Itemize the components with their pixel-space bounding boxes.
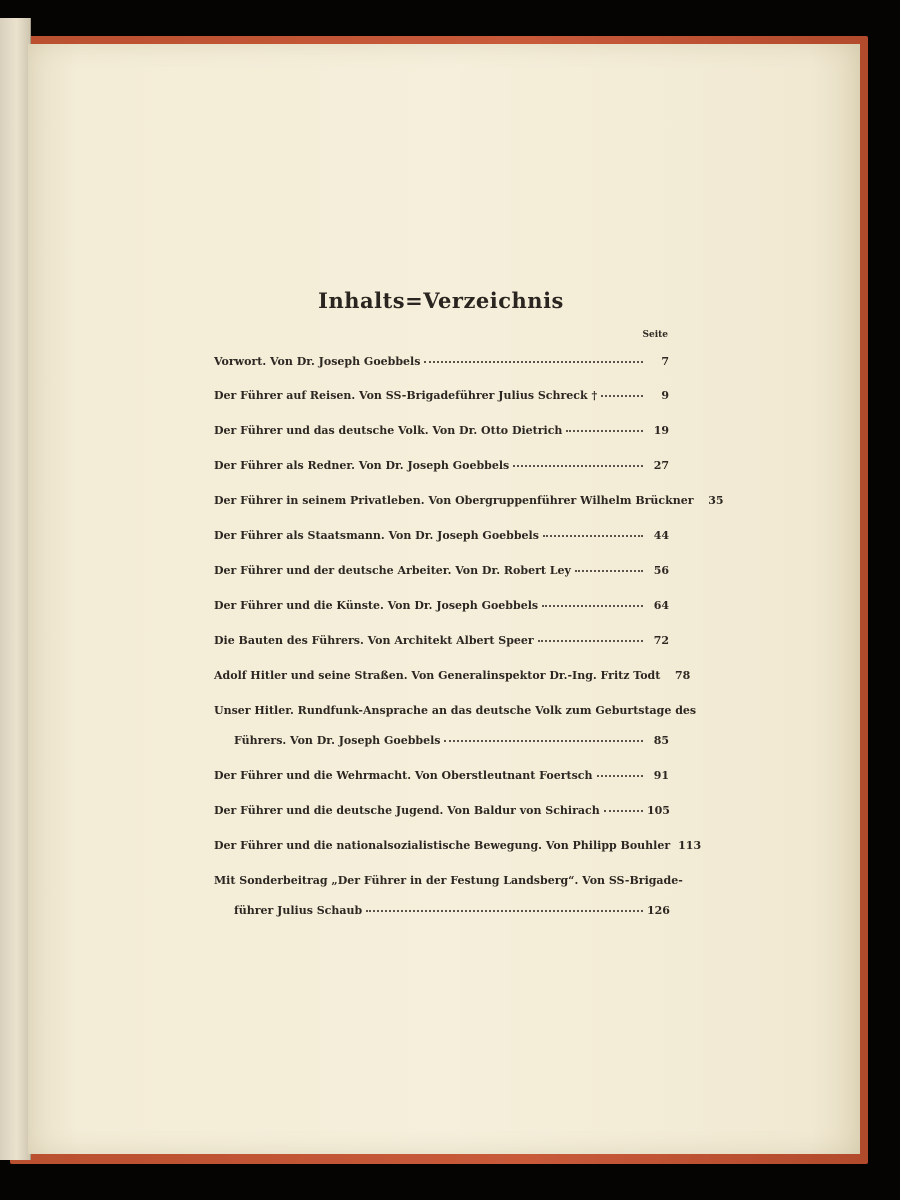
toc-entry-continuation: Führers. Von Dr. Joseph Goebbels (234, 734, 441, 747)
toc-entry-text: Vorwort. Von Dr. Joseph Goebbels (214, 355, 421, 368)
toc-entry (214, 494, 724, 514)
toc-entry-page: 27 (653, 459, 669, 472)
toc-entry-text: Die Bauten des Führers. Von Architekt Albert Speer (214, 634, 534, 647)
toc-entry-text: Mit Sonderbeitrag „Der Führer in der Festung Landsberg“. Von SS-Brigade- (214, 874, 683, 887)
toc-entry (214, 389, 669, 409)
toc-entry-text: Unser Hitler. Rundfunk-Ansprache an das deutsche Volk zum Geburtstage des (214, 704, 697, 717)
toc-entry-text: Der Führer als Staatsmann. Von Dr. Joseph Goebbels (214, 529, 539, 542)
toc-entry (214, 459, 669, 479)
toc-entry-text: Der Führer auf Reisen. Von SS-Brigadeführer Julius Schreck † (214, 389, 598, 402)
toc-leader-dots (542, 605, 643, 607)
toc-entry-page: 78 (675, 669, 691, 682)
toc-entry-line1 (214, 874, 683, 894)
toc-leader-dots (424, 361, 643, 363)
toc-entry-text: Der Führer und die Wehrmacht. Von Oberstleutnant Foertsch (214, 769, 593, 782)
toc-entry-text: Adolf Hitler und seine Straßen. Von Generalinspektor Dr.-Ing. Fritz Todt (214, 669, 661, 682)
toc-entry-text: Der Führer als Redner. Von Dr. Joseph Goebbels (214, 459, 510, 472)
toc-entry (214, 564, 669, 584)
toc-entry (214, 769, 669, 789)
toc-entry-page: 9 (661, 389, 669, 402)
toc-entry (214, 355, 669, 375)
toc-entry-text: Der Führer und die nationalsozialistische Bewegung. Von Philipp Bouhler (214, 839, 671, 852)
toc-entry-line2 (234, 904, 669, 924)
toc-entry (214, 424, 669, 444)
toc-entry (214, 634, 669, 654)
toc-leader-dots (604, 810, 643, 812)
toc-entry-page: 105 (647, 804, 670, 817)
toc-entry-page: 35 (708, 494, 724, 507)
toc-entry-page: 44 (653, 529, 669, 542)
left-page-edge (0, 18, 31, 1160)
toc-entry-page: 113 (678, 839, 702, 852)
toc-entry-text: Der Führer und die deutsche Jugend. Von Baldur von Schirach (214, 804, 600, 817)
toc-entry (214, 669, 691, 689)
toc-entry-page: 72 (653, 634, 669, 647)
toc-entry-page: 7 (661, 355, 669, 368)
toc-leader-dots (513, 465, 643, 467)
toc-entry-page: 19 (653, 424, 669, 437)
toc-entry-page: 64 (653, 599, 669, 612)
toc-leader-dots (538, 640, 643, 642)
toc-entry (214, 599, 669, 619)
toc-leader-dots (597, 775, 644, 777)
toc-entry (214, 804, 669, 824)
toc-entry (214, 839, 702, 859)
page-title: Inhalts=Verzeichnis (318, 288, 564, 313)
toc-entry-line2 (234, 734, 669, 754)
toc-entry-page: 126 (647, 904, 670, 917)
toc-leader-dots (601, 395, 643, 397)
toc-entry-text: Der Führer in seinem Privatleben. Von Obergruppenführer Wilhelm Brückner (214, 494, 694, 507)
toc-entry-text: Der Führer und das deutsche Volk. Von Dr. Otto Dietrich (214, 424, 563, 437)
toc-entry-page: 91 (653, 769, 669, 782)
page-column-label: Seite (642, 330, 668, 340)
toc-entry-page: 56 (653, 564, 669, 577)
toc-leader-dots (575, 570, 643, 572)
toc-leader-dots (566, 430, 643, 432)
toc-entry-continuation: führer Julius Schaub (234, 904, 363, 917)
toc-entry-text: Der Führer und der deutsche Arbeiter. Von Dr. Robert Ley (214, 564, 571, 577)
toc-leader-dots (543, 535, 643, 537)
toc-entry (214, 529, 669, 549)
toc-entry-text: Der Führer und die Künste. Von Dr. Joseph Goebbels (214, 599, 539, 612)
toc-leader-dots (444, 740, 643, 742)
toc-leader-dots (366, 910, 643, 912)
book-page (28, 44, 860, 1154)
toc-entry-line1 (214, 704, 697, 724)
toc-entry-page: 85 (653, 734, 669, 747)
